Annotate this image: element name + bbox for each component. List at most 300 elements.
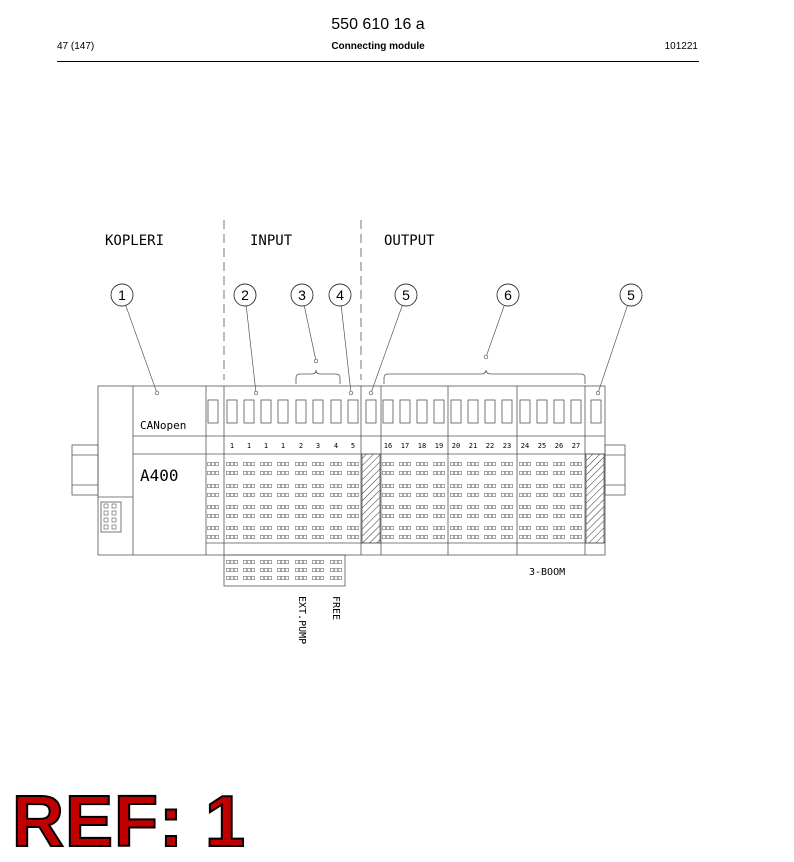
terminal-point (574, 514, 577, 517)
terminal-point (407, 514, 410, 517)
terminal-point (243, 462, 246, 465)
terminal-point (553, 493, 556, 496)
terminal-point (433, 462, 436, 465)
callout-number: 3 (298, 287, 306, 303)
page-title: Connecting module (331, 41, 425, 52)
terminal-point (574, 493, 577, 496)
terminal-point (268, 568, 271, 571)
callout-target (314, 359, 318, 363)
terminal-point (471, 526, 474, 529)
terminal-point (277, 535, 280, 538)
terminal-point (277, 493, 280, 496)
callout-number: 6 (504, 287, 512, 303)
terminal-point (399, 471, 402, 474)
terminal-slot (296, 400, 306, 423)
terminal-point (492, 462, 495, 465)
terminal-point (330, 560, 333, 563)
terminal-point (399, 484, 402, 487)
terminal-point (578, 535, 581, 538)
terminal-point (561, 484, 564, 487)
section-label-input: INPUT (250, 233, 293, 249)
terminal-point (553, 526, 556, 529)
terminal-point (316, 471, 319, 474)
terminal-point (226, 568, 229, 571)
terminal-point (390, 514, 393, 517)
terminal-point (475, 535, 478, 538)
terminal-number: 1 (229, 442, 235, 450)
terminal-point (334, 462, 337, 465)
connector-pin (104, 518, 108, 522)
ext-pump-label: EXT.PUMP (296, 596, 307, 645)
terminal-number: 17 (400, 442, 410, 450)
terminal-point (338, 462, 341, 465)
callout-target (349, 391, 353, 395)
terminal-point (243, 484, 246, 487)
terminal-point (251, 526, 254, 529)
terminal-point (281, 505, 284, 508)
terminal-point (424, 493, 427, 496)
terminal-point (437, 535, 440, 538)
terminal-point (211, 535, 214, 538)
terminal-point (215, 535, 218, 538)
terminal-point (433, 526, 436, 529)
terminal-point (407, 484, 410, 487)
terminal-point (285, 526, 288, 529)
terminal-point (570, 493, 573, 496)
terminal-point (390, 526, 393, 529)
terminal-number: 19 (434, 442, 444, 450)
terminal-point (467, 462, 470, 465)
terminal-point (519, 514, 522, 517)
terminal-point (320, 484, 323, 487)
terminal-point (338, 505, 341, 508)
connector-pin (104, 511, 108, 515)
terminal-point (226, 493, 229, 496)
terminal-point (234, 568, 237, 571)
terminal-point (334, 484, 337, 487)
terminal-point (338, 535, 341, 538)
terminal-point (561, 514, 564, 517)
terminal-point (285, 560, 288, 563)
terminal-point (441, 493, 444, 496)
terminal-point (226, 462, 229, 465)
terminal-point (251, 535, 254, 538)
callout-leader (304, 306, 316, 361)
terminal-point (234, 526, 237, 529)
terminal-slot (468, 400, 478, 423)
terminal-number: 5 (350, 442, 356, 450)
terminal-point (299, 505, 302, 508)
terminal-point (386, 526, 389, 529)
terminal-point (441, 514, 444, 517)
terminal-point (553, 535, 556, 538)
terminal-point (488, 484, 491, 487)
terminal-point (281, 484, 284, 487)
terminal-point (285, 462, 288, 465)
terminal-point (330, 493, 333, 496)
terminal-point (264, 505, 267, 508)
terminal-point (338, 514, 341, 517)
terminal-point (527, 535, 530, 538)
terminal-number: 27 (571, 442, 581, 450)
terminal-point (519, 471, 522, 474)
terminal-point (475, 514, 478, 517)
terminal-point (226, 576, 229, 579)
terminal-slot (451, 400, 461, 423)
terminal-point (553, 484, 556, 487)
canopen-label: CANopen (140, 419, 187, 432)
terminal-point (277, 505, 280, 508)
terminal-point (215, 493, 218, 496)
terminal-point (527, 514, 530, 517)
terminal-point (260, 576, 263, 579)
terminal-point (330, 514, 333, 517)
terminal-point (247, 484, 250, 487)
terminal-point (561, 462, 564, 465)
terminal-point (207, 462, 210, 465)
terminal-point (316, 462, 319, 465)
terminal-point (320, 560, 323, 563)
terminal-point (450, 514, 453, 517)
terminal-point (454, 471, 457, 474)
terminal-slot (244, 400, 254, 423)
terminal-point (505, 535, 508, 538)
terminal-point (247, 505, 250, 508)
terminal-point (264, 568, 267, 571)
terminal-point (351, 505, 354, 508)
terminal-point (484, 535, 487, 538)
terminal-point (386, 493, 389, 496)
terminal-point (450, 471, 453, 474)
terminal-point (544, 484, 547, 487)
terminal-point (334, 471, 337, 474)
a400-label: A400 (140, 466, 179, 485)
terminal-point (281, 514, 284, 517)
terminal-point (281, 535, 284, 538)
terminal-point (351, 484, 354, 487)
terminal-number: 22 (485, 442, 495, 450)
terminal-slot (383, 400, 393, 423)
terminal-point (544, 514, 547, 517)
terminal-point (437, 514, 440, 517)
terminal-point (295, 484, 298, 487)
terminal-point (578, 514, 581, 517)
terminal-point (251, 560, 254, 563)
terminal-point (424, 471, 427, 474)
terminal-point (484, 514, 487, 517)
terminal-point (330, 526, 333, 529)
terminal-point (230, 493, 233, 496)
boom-label: 3-BOOM (529, 567, 566, 578)
terminal-point (330, 568, 333, 571)
terminal-point (536, 493, 539, 496)
terminal-point (243, 505, 246, 508)
terminal-point (536, 471, 539, 474)
terminal-point (338, 484, 341, 487)
terminal-point (570, 471, 573, 474)
terminal-point (330, 505, 333, 508)
terminal-point (211, 462, 214, 465)
reference-stamp: REF: 1 (12, 782, 247, 862)
terminal-point (334, 560, 337, 563)
terminal-point (226, 514, 229, 517)
terminal-point (355, 535, 358, 538)
callout-target (484, 355, 488, 359)
terminal-point (574, 505, 577, 508)
terminal-point (519, 505, 522, 508)
terminal-point (433, 505, 436, 508)
terminal-point (416, 484, 419, 487)
terminal-point (295, 560, 298, 563)
terminal-point (527, 493, 530, 496)
terminal-point (399, 535, 402, 538)
terminal-point (281, 471, 284, 474)
callout-target (369, 391, 373, 395)
terminal-point (230, 560, 233, 563)
terminal-point (450, 462, 453, 465)
terminal-slot (348, 400, 358, 423)
terminal-point (441, 535, 444, 538)
terminal-point (437, 493, 440, 496)
terminal-point (355, 505, 358, 508)
callout-target (596, 391, 600, 395)
terminal-point (553, 514, 556, 517)
terminal-point (501, 514, 504, 517)
terminal-slot (591, 400, 601, 423)
terminal-point (501, 493, 504, 496)
terminal-point (320, 576, 323, 579)
terminal-point (285, 514, 288, 517)
terminal-point (277, 576, 280, 579)
terminal-point (234, 576, 237, 579)
terminal-point (454, 493, 457, 496)
terminal-point (390, 493, 393, 496)
terminal-point (234, 514, 237, 517)
terminal-point (484, 484, 487, 487)
terminal-point (501, 471, 504, 474)
callout-number: 4 (336, 287, 344, 303)
terminal-point (226, 560, 229, 563)
terminal-number: 21 (468, 442, 478, 450)
terminal-number: 23 (502, 442, 512, 450)
terminal-point (299, 484, 302, 487)
terminal-point (437, 526, 440, 529)
terminal-point (557, 471, 560, 474)
terminal-point (303, 526, 306, 529)
terminal-slot (331, 400, 341, 423)
terminal-point (505, 493, 508, 496)
terminal-point (260, 568, 263, 571)
terminal-point (578, 505, 581, 508)
terminal-point (295, 535, 298, 538)
terminal-point (467, 514, 470, 517)
terminal-point (330, 576, 333, 579)
terminal-point (226, 471, 229, 474)
terminal-point (260, 535, 263, 538)
terminal-point (260, 493, 263, 496)
terminal-point (285, 576, 288, 579)
terminal-point (553, 471, 556, 474)
terminal-point (527, 505, 530, 508)
terminal-point (561, 505, 564, 508)
terminal-point (403, 514, 406, 517)
terminal-point (251, 484, 254, 487)
terminal-point (484, 462, 487, 465)
terminal-point (234, 505, 237, 508)
terminal-point (557, 493, 560, 496)
terminal-point (437, 462, 440, 465)
terminal-point (251, 462, 254, 465)
terminal-point (574, 462, 577, 465)
terminal-point (338, 471, 341, 474)
terminal-point (382, 514, 385, 517)
terminal-point (334, 535, 337, 538)
terminal-point (215, 505, 218, 508)
terminal-point (561, 535, 564, 538)
terminal-point (226, 484, 229, 487)
terminal-point (330, 535, 333, 538)
terminal-point (523, 462, 526, 465)
terminal-point (320, 568, 323, 571)
terminal-point (277, 526, 280, 529)
terminal-point (347, 535, 350, 538)
terminal-point (264, 560, 267, 563)
terminal-point (338, 493, 341, 496)
terminal-point (523, 471, 526, 474)
terminal-point (488, 526, 491, 529)
terminal-point (281, 560, 284, 563)
terminal-slot (208, 400, 218, 423)
terminal-point (211, 526, 214, 529)
terminal-point (247, 526, 250, 529)
terminal-point (312, 462, 315, 465)
terminal-point (351, 535, 354, 538)
terminal-point (268, 505, 271, 508)
terminal-point (234, 484, 237, 487)
terminal-point (509, 493, 512, 496)
terminal-point (416, 514, 419, 517)
terminal-point (230, 484, 233, 487)
terminal-point (471, 535, 474, 538)
terminal-point (281, 576, 284, 579)
terminal-point (416, 493, 419, 496)
terminal-point (527, 471, 530, 474)
callout-number: 1 (118, 287, 126, 303)
terminal-point (382, 484, 385, 487)
terminal-slot (520, 400, 530, 423)
terminal-point (207, 514, 210, 517)
terminal-point (251, 514, 254, 517)
terminal-point (281, 462, 284, 465)
terminal-point (450, 535, 453, 538)
callout-number: 5 (627, 287, 635, 303)
terminal-point (316, 526, 319, 529)
terminal-point (540, 526, 543, 529)
terminal-point (320, 505, 323, 508)
terminal-point (433, 471, 436, 474)
terminal-point (226, 535, 229, 538)
terminal-point (277, 484, 280, 487)
terminal-point (557, 514, 560, 517)
terminal-point (386, 484, 389, 487)
terminal-point (382, 471, 385, 474)
terminal-number: 1 (263, 442, 269, 450)
terminal-point (251, 568, 254, 571)
terminal-point (303, 535, 306, 538)
terminal-point (230, 505, 233, 508)
terminal-point (501, 484, 504, 487)
terminal-point (433, 535, 436, 538)
terminal-point (299, 493, 302, 496)
terminal-point (484, 493, 487, 496)
brace-output (384, 370, 585, 384)
terminal-point (215, 526, 218, 529)
terminal-point (519, 462, 522, 465)
terminal-point (268, 576, 271, 579)
terminal-point (416, 535, 419, 538)
terminal-slot (417, 400, 427, 423)
terminal-point (299, 535, 302, 538)
terminal-point (441, 505, 444, 508)
callout-leader (598, 305, 627, 393)
terminal-point (437, 471, 440, 474)
terminal-point (475, 526, 478, 529)
terminal-point (454, 535, 457, 538)
terminal-point (312, 493, 315, 496)
terminal-point (519, 484, 522, 487)
terminal-point (492, 505, 495, 508)
terminal-point (334, 526, 337, 529)
terminal-point (277, 471, 280, 474)
terminal-point (260, 560, 263, 563)
terminal-point (347, 526, 350, 529)
terminal-point (316, 576, 319, 579)
terminal-point (450, 493, 453, 496)
hatched-separator (362, 454, 380, 543)
terminal-point (424, 484, 427, 487)
terminal-point (403, 535, 406, 538)
terminal-point (475, 493, 478, 496)
terminal-point (295, 493, 298, 496)
callout-leader (486, 305, 504, 357)
terminal-point (553, 505, 556, 508)
din-rail-left (72, 445, 98, 495)
terminal-point (285, 484, 288, 487)
terminal-point (316, 505, 319, 508)
terminal-point (492, 471, 495, 474)
terminal-point (386, 462, 389, 465)
terminal-point (316, 514, 319, 517)
terminal-point (578, 484, 581, 487)
callout-number: 2 (241, 287, 249, 303)
terminal-point (570, 514, 573, 517)
terminal-point (382, 462, 385, 465)
terminal-point (312, 514, 315, 517)
terminal-point (264, 514, 267, 517)
terminal-point (527, 462, 530, 465)
terminal-point (454, 505, 457, 508)
connector-pin (112, 525, 116, 529)
terminal-point (578, 471, 581, 474)
terminal-point (540, 493, 543, 496)
terminal-point (488, 505, 491, 508)
terminal-point (334, 568, 337, 571)
terminal-point (523, 493, 526, 496)
terminal-point (544, 535, 547, 538)
terminal-point (303, 560, 306, 563)
terminal-point (268, 471, 271, 474)
terminal-point (215, 462, 218, 465)
